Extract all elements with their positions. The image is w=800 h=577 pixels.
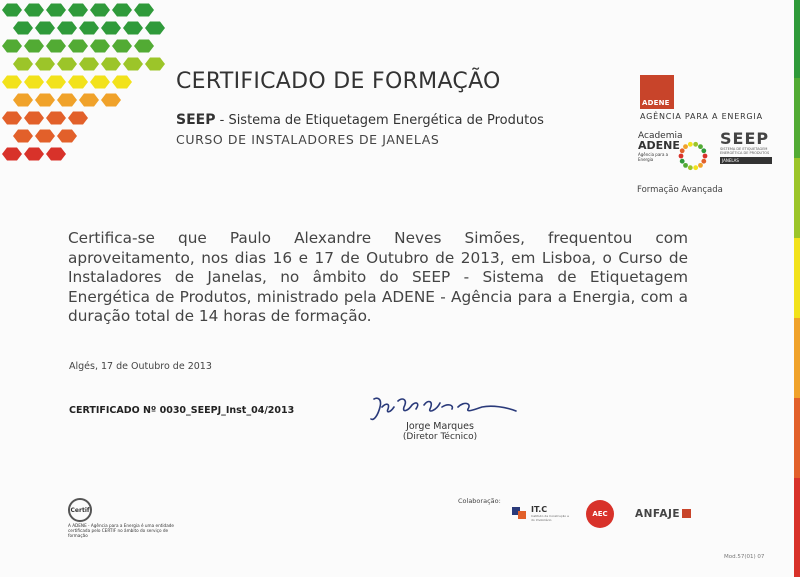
hexagon-shape — [46, 4, 66, 17]
sun-dot — [680, 159, 685, 164]
formacao-avancada-label: Formação Avançada — [637, 185, 723, 195]
hexagon-shape — [57, 22, 77, 35]
hexagon-shape — [68, 4, 88, 17]
hexagon-shape — [46, 112, 66, 125]
sun-dot — [693, 165, 698, 170]
hexagon-shape — [134, 4, 154, 17]
sun-dot — [701, 148, 706, 153]
academia-line2: ADENE — [638, 139, 680, 152]
certificate-number: CERTIFICADO Nº 0030_SEEPJ_Inst_04/2013 — [69, 405, 295, 416]
hexagon-shape — [112, 76, 132, 89]
hexagon-shape — [35, 22, 55, 35]
seep-word: SEEP — [720, 129, 770, 148]
hexagon-shape — [46, 40, 66, 53]
hexagon-shape — [68, 40, 88, 53]
hexagon-shape — [2, 4, 22, 17]
hexagon-shape — [145, 22, 165, 35]
sun-dot — [688, 165, 693, 170]
certif-seal-text: Certif — [70, 506, 90, 514]
certificate-title: CERTIFICADO DE FORMAÇÃO — [176, 69, 501, 94]
energy-hexagon-pattern — [0, 0, 170, 180]
itc-text: IT.C — [531, 505, 548, 514]
hexagon-shape — [13, 94, 33, 107]
itc-subtext: Instituto da Construção e do Imobiliário — [531, 514, 569, 522]
hexagon-shape — [112, 4, 132, 17]
hexagon-shape — [112, 40, 132, 53]
signer-role: (Diretor Técnico) — [402, 432, 478, 442]
sun-dot — [703, 154, 708, 159]
hexagon-shape — [90, 76, 110, 89]
hexagon-shape — [68, 76, 88, 89]
hexagon-shape — [24, 112, 44, 125]
hexagon-shape — [57, 94, 77, 107]
hexagon-shape — [79, 22, 99, 35]
sun-dot — [679, 154, 684, 159]
hexagon-shape — [35, 58, 55, 71]
hexagon-shape — [24, 76, 44, 89]
itc-mark-icon — [512, 505, 528, 521]
certif-statement: A ADENE - Agência para a Energia é uma entidade certificada pelo CERTIF no âmbito do serviço de formação — [68, 523, 175, 539]
seep-line2: ENERGÉTICA DE PRODUTOS — [720, 151, 770, 155]
seep-bar: JANELAS — [720, 157, 772, 164]
sun-dot — [701, 159, 706, 164]
hexagon-shape — [13, 22, 33, 35]
hexagon-shape — [13, 130, 33, 143]
anfaje-text: ANFAJE — [635, 508, 681, 520]
hexagon-shape — [57, 58, 77, 71]
hexagon-shape — [134, 40, 154, 53]
hexagon-shape — [101, 94, 121, 107]
academia-line1: Academia — [638, 131, 683, 141]
sun-dot — [683, 163, 688, 168]
hexagon-shape — [24, 40, 44, 53]
anfaje-logo — [635, 508, 691, 520]
aec-logo-text: AEC — [592, 510, 608, 518]
adene-tagline: AGÊNCIA PARA A ENERGIA — [640, 112, 763, 121]
sun-dot — [698, 144, 703, 149]
hexagon-shape — [57, 130, 77, 143]
hexagon-shape — [123, 22, 143, 35]
anfaje-mark-icon — [682, 509, 691, 518]
hexagon-shape — [101, 22, 121, 35]
certif-seal-icon — [68, 498, 92, 522]
hexagon-shape — [24, 148, 44, 161]
hexagon-shape — [2, 76, 22, 89]
hexagon-shape — [101, 58, 121, 71]
sun-dot — [680, 148, 685, 153]
issue-date: Algés, 17 de Outubro de 2013 — [69, 361, 212, 372]
sun-dot — [683, 144, 688, 149]
form-model-code: Mod.57(01) 07 — [724, 554, 765, 560]
signer-name: Jorge Marques — [406, 421, 474, 432]
hexagon-shape — [35, 130, 55, 143]
adene-logo-text: ADENE — [642, 99, 670, 107]
program-acronym: SEEP — [176, 112, 216, 128]
adene-logo — [640, 75, 674, 109]
hexagon-shape — [46, 76, 66, 89]
sun-dot — [688, 142, 693, 147]
itc-logo — [512, 505, 572, 525]
hexagon-shape — [90, 4, 110, 17]
hexagon-shape — [79, 58, 99, 71]
sun-dot — [693, 142, 698, 147]
academia-adene-logo — [638, 131, 683, 162]
hexagon-shape — [13, 58, 33, 71]
hexagon-shape — [123, 58, 143, 71]
course-name: CURSO DE INSTALADORES DE JANELAS — [176, 132, 440, 147]
academia-small: Agência para a Energia — [638, 152, 669, 162]
hexagon-shape — [35, 94, 55, 107]
seep-logo — [720, 131, 772, 164]
seep-line1: SISTEMA DE ETIQUETAGEM — [720, 147, 768, 151]
sun-dot — [698, 163, 703, 168]
aec-logo — [586, 500, 614, 528]
collaboration-label: Colaboração: — [458, 497, 501, 505]
hexagon-shape — [46, 148, 66, 161]
program-subtitle — [176, 112, 544, 128]
hexagon-shape — [24, 4, 44, 17]
hexagon-shape — [90, 40, 110, 53]
certification-statement: Certifica-se que Paulo Alexandre Neves Simões, frequentou com aproveitamento, nos dias 16 e 17 de Outubro de 2013, em Lisboa, o Curso de Instaladores de Janelas, no âmbito do SEEP - Sistema de Etiquetagem Energética de Produtos, ministrado pela ADENE - Agência para a Energia, com a duração total de 14 horas de formação. — [68, 229, 688, 325]
hexagon-shape — [2, 40, 22, 53]
hexagon-shape — [145, 58, 165, 71]
program-name: - Sistema de Etiquetagem Energética de Produtos — [215, 113, 544, 128]
hexagon-shape — [2, 148, 22, 161]
academia-sun-icon — [675, 138, 711, 174]
hexagon-shape — [79, 94, 99, 107]
hexagon-shape — [68, 112, 88, 125]
hexagon-shape — [2, 112, 22, 125]
